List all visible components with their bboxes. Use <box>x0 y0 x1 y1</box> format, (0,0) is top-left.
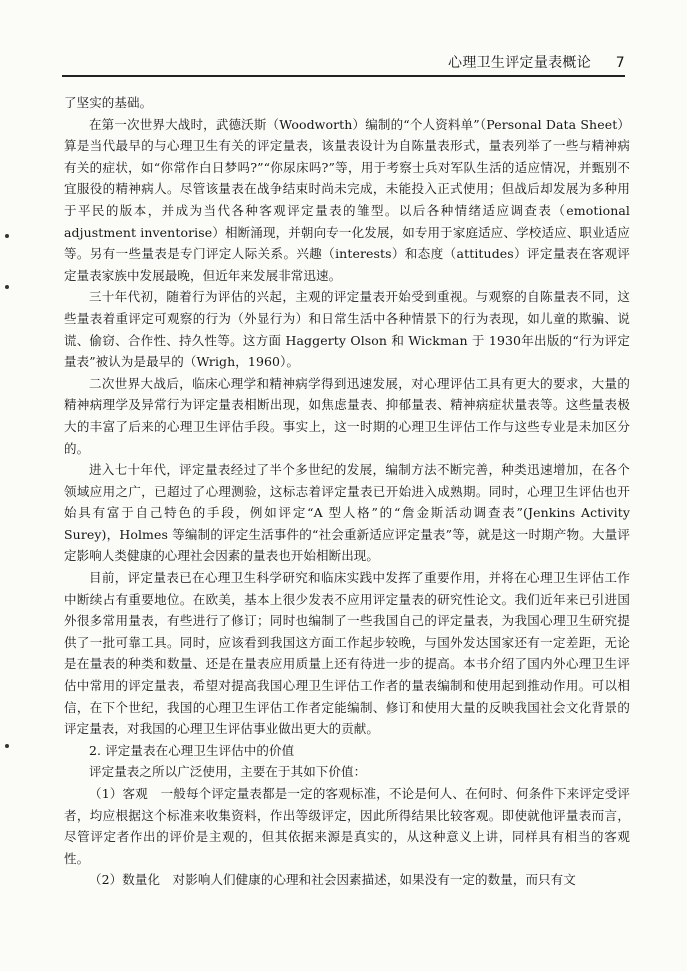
paragraph: 在第一次世界大战时，武德沃斯（Woodworth）编制的“个人资料单”（Personal Data Sheet）算是当代最早的与心理卫生有关的评定量表，该量表设计为自陈量表形式，量表列举了一些与精神病有关的症状，如“你常作白日梦吗?”“你尿床吗?”等，用于考察士兵对军队生活的适应情况，并甄别不宜服役的精神病人。尽管该量表在战争结束时尚未完成，未能投入正式使用；但战后却发展为多种用于平民的版本，并成为当代各种客观评定量表的雏型。以后各种情绪适应调查表（emotional adjustment inventorise）相断涌现，并朝向专一化发展，如专用于家庭适应、学校适应、职业适应等。另有一些量表是专门评定人际关系。兴趣（interests）和态度（attitudes）评定量表在客观评定量表家族中发展最晚，但近年来发展非常迅速。 <box>64 116 630 283</box>
paragraph: 了坚实的基础。 <box>64 95 153 110</box>
list-item: （1）客观 一般每个评定量表都是一定的客观标准，不论是何人、在何时、何条件下来评定受评者，均应根据这个标准来收集资料，作出等级评定，因此所得结果比较客观。即使就他评量表而言，尽管评定者作出的评价是主观的，但其依据来源是真实的，从这种意义上讲，同样具有相当的客观性。 <box>64 786 630 866</box>
running-header <box>62 52 625 72</box>
header-title: 心理卫生评定量表概论 <box>448 55 592 71</box>
paragraph: 进入七十年代，评定量表经过了半个多世纪的发展，编制方法不断完善，种类迅速增加，在各个领域应用之广，已超过了心理测验，这标志着评定量表已开始进入成熟期。同时，心理卫生评估也开始具有富于自己特色的手段，例如评定“A 型人格”的“詹金斯活动调查表”(Jenkins Activity Surey)，Holmes 等编制的评定生活事件的“社会重新适应评定量表”等，就是这一时期产物。大量评定影响人类健康的心理社会因素的量表也开始相断出现。 <box>64 462 630 564</box>
margin-mark <box>5 744 9 748</box>
paragraph: 目前，评定量表已在心理卫生科学研究和临床实践中发挥了重要作用，并将在心理卫生评估工作中断续占有重要地位。在欧美，基本上很少发表不应用评定量表的研究性论文。我们近年来已引进国外很多常用量表，有些进行了修订；同时也编制了一些我国自己的评定量表，为我国心理卫生研究提供了一批可靠工具。同时，应该看到我国这方面工作起步较晚，与国外发达国家还有一定差距，无论是在量表的种类和数量、还是在量表应用质量上还有待进一步的提高。本书介绍了国内外心理卫生评估中常用的评定量表，希望对提高我国心理卫生评估工作者的量表编制和使用起到推动作用。可以相信，在下个世纪，我国的心理卫生评估工作者定能编制、修订和使用大量的反映我国社会文化背景的评定量表，对我国的心理卫生评估事业做出更大的贡献。 <box>64 570 630 737</box>
margin-mark <box>5 285 9 289</box>
body-text <box>64 92 630 891</box>
page-number: 7 <box>615 55 625 71</box>
section-heading: 2. 评定量表在心理卫生评估中的价值 <box>89 742 295 758</box>
paragraph: 三十年代初，随着行为评估的兴起，主观的评定量表开始受到重视。与观察的自陈量表不同，这些量表着重评定可观察的行为（外显行为）和日常生活中各种情景下的行为表现，如儿童的欺骗、说谎、偷窃、合作性、持久性等。这方面 Haggerty Olson 和 Wickman 于 1930年出版的“行为评定量表”被认为是最早的（Wrigh，1960）。 <box>64 289 630 370</box>
paragraph: 评定量表之所以广泛使用，主要在于其如下价值： <box>89 764 367 780</box>
header-rule <box>62 75 625 77</box>
list-item: （2）数量化 对影响人们健康的心理和社会因素描述，如果没有一定的数量，而只有文 <box>89 872 576 888</box>
margin-mark <box>5 234 9 238</box>
paragraph: 二次世界大战后，临床心理学和精神病学得到迅速发展，对心理评估工具有更大的要求，大量的精神病理学及异常行为评定量表相断出现，如焦虑量表、抑郁量表、精神病症状量表等。这些量表极大的丰富了后来的心理卫生评估手段。事实上，这一时期的心理卫生评估工作与这些专业是未加区分的。 <box>64 375 630 456</box>
